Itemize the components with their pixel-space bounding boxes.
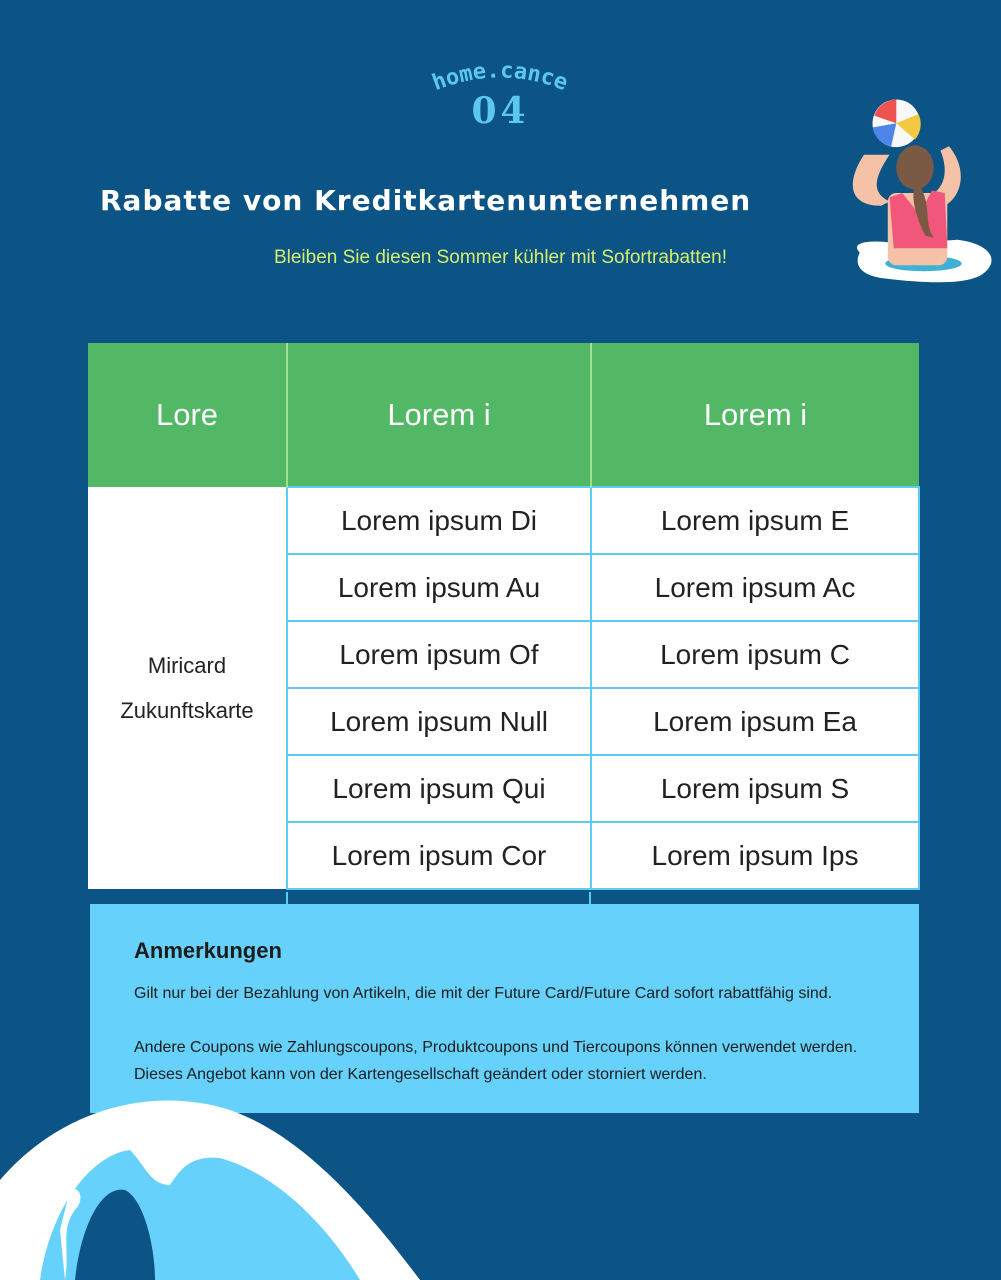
brand-number: 04 <box>471 90 530 132</box>
table-cell: Lorem ipsum Di <box>287 487 591 554</box>
table-cell: Lorem ipsum Au <box>287 554 591 621</box>
notes-text: Gilt nur bei der Bezahlung von Artikeln, die mit der Future Card/Future Card sofort rabattfähig sind. <box>134 985 833 1002</box>
page-title: Rabatte von Kreditkartenunternehmen <box>100 184 752 217</box>
card-name-line: Zukunftskarte <box>120 698 254 723</box>
table-cell: Lorem ipsum Null <box>287 688 591 755</box>
card-name-line: Miricard <box>147 653 227 678</box>
svg-text:home.cance: home.cance <box>428 58 572 96</box>
column-header: Lorem i <box>591 343 919 487</box>
notes-box <box>90 904 919 1113</box>
table-cell: Lorem ipsum Ac <box>591 554 919 621</box>
divider <box>286 892 288 904</box>
notes-text: Andere Coupons wie Zahlungscoupons, Produktcoupons und Tiercoupons können verwendet werden. <box>134 1039 858 1056</box>
notes-text: Dieses Angebot kann von der Kartengesellschaft geändert oder storniert werden. <box>134 1066 707 1083</box>
table-row <box>88 487 919 554</box>
discount-table <box>88 343 920 890</box>
table-cell: Lorem ipsum Cor <box>287 822 591 889</box>
column-header: Lore <box>88 343 287 487</box>
table-cell: Lorem ipsum S <box>591 755 919 822</box>
table-cell: Lorem ipsum Qui <box>287 755 591 822</box>
wave-illustration <box>0 1090 450 1280</box>
table-cell: Lorem ipsum Ea <box>591 688 919 755</box>
subtitle: Bleiben Sie diesen Sommer kühler mit Sofortrabatten! <box>273 247 728 268</box>
table-cell: Lorem ipsum Of <box>287 621 591 688</box>
table-cell: Lorem ipsum E <box>591 487 919 554</box>
divider <box>589 892 591 904</box>
notes-spacer <box>134 1007 875 1034</box>
column-header: Lorem i <box>287 343 591 487</box>
swimmer-illustration <box>830 95 1000 291</box>
card-name-cell <box>88 487 287 889</box>
table-cell: Lorem ipsum Ips <box>591 822 919 889</box>
table-cell: Lorem ipsum C <box>591 621 919 688</box>
notes-heading: Anmerkungen <box>134 938 282 963</box>
